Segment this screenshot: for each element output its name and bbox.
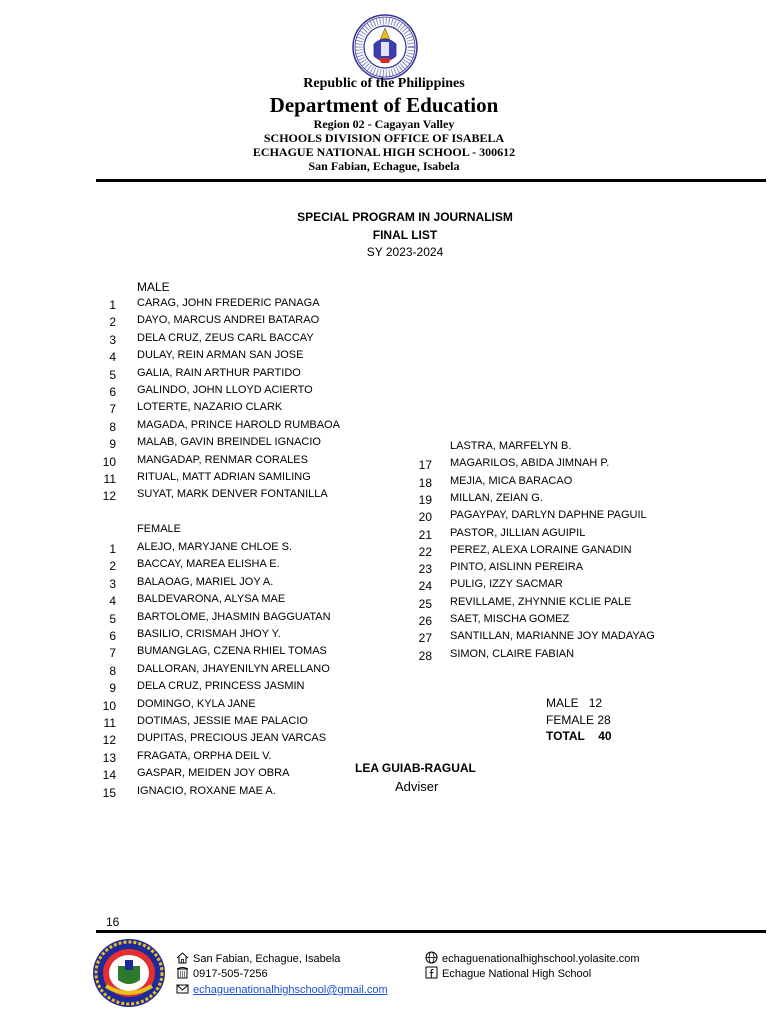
list-number: 6 (109, 629, 116, 643)
deped-seal (352, 14, 418, 80)
student-name: LASTRA, MARFELYN B. (450, 440, 572, 452)
total-male (546, 696, 602, 710)
list-number: 3 (109, 332, 116, 347)
footer-website-row (425, 951, 640, 965)
list-number: 17 (418, 458, 432, 473)
list-number: 21 (418, 527, 432, 542)
list-number: 12 (102, 733, 116, 748)
student-name: DOMINGO, KYLA JANE (137, 697, 256, 710)
student-name: ALEJO, MARYJANE CHLOE S. (137, 541, 293, 553)
list-number: 2 (109, 315, 116, 330)
list-number: 14 (102, 768, 116, 783)
total-female (546, 713, 611, 727)
list-number: 23 (418, 562, 432, 577)
student-name: BARTOLOME, JHASMIN BAGGUATAN (137, 610, 331, 623)
list-number: 2 (109, 559, 116, 574)
student-name: MAGADA, PRINCE HAROLD RUMBAOA (137, 418, 340, 431)
header-school: ECHAGUE NATIONAL HIGH SCHOOL - 300612 (252, 145, 516, 159)
footer-email-row (176, 982, 388, 996)
facebook-icon (425, 966, 438, 979)
student-name: MALAB, GAVIN BREINDEL IGNACIO (137, 436, 321, 449)
student-name: DULAY, REIN ARMAN SAN JOSE (137, 349, 304, 362)
adviser-name: LEA GUIAB-RAGUAL (355, 761, 476, 775)
student-name: DELA CRUZ, PRINCESS JASMIN (137, 680, 305, 693)
total-all (546, 729, 612, 743)
list-number: 10 (102, 454, 116, 469)
list-number: 1 (109, 298, 116, 312)
list-number: 5 (109, 611, 116, 626)
list-number: 8 (109, 663, 116, 678)
list-number: 20 (418, 510, 432, 525)
header-divider (96, 179, 766, 182)
list-number: 22 (418, 544, 432, 559)
total-all-value: 40 (598, 729, 612, 743)
header-republic: Republic of the Philippines (303, 76, 465, 91)
total-male-label: MALE (546, 696, 579, 710)
student-name: MEJIA, MICA BARACAO (450, 474, 573, 487)
list-number: 25 (418, 596, 432, 611)
student-name: BUMANGLAG, CZENA RHIEL TOMAS (137, 645, 327, 658)
list-number: 10 (102, 698, 116, 713)
list-title: FINAL LIST (372, 228, 438, 242)
student-name: DUPITAS, PRECIOUS JEAN VARCAS (137, 732, 327, 745)
student-name: DALLORAN, JHAYENILYN ARELLANO (137, 662, 330, 675)
student-name: RITUAL, MATT ADRIAN SAMILING (137, 471, 311, 483)
list-number: 26 (418, 614, 432, 628)
student-name: SIMON, CLAIRE FABIAN (450, 647, 575, 660)
footer-facebook[interactable]: Echague National High School (442, 968, 592, 980)
school-year: SY 2023-2024 (366, 245, 444, 259)
globe-icon (425, 951, 438, 964)
list-number: 1 (109, 542, 116, 556)
total-female-value: 28 (597, 713, 611, 727)
list-number: 19 (418, 492, 432, 507)
total-all-label: TOTAL (546, 729, 585, 743)
footer-address-row (176, 951, 340, 965)
student-name: LOTERTE, NAZARIO CLARK (137, 401, 283, 414)
student-name: PINTO, AISLINN PEREIRA (450, 561, 584, 574)
school-logo (92, 938, 166, 1008)
student-name: SANTILLAN, MARIANNE JOY MADAYAG (450, 630, 655, 643)
student-name: BACCAY, MAREA ELISHA E. (137, 558, 280, 571)
student-name: PEREZ, ALEXA LORAINE GANADIN (450, 543, 632, 556)
footer-address: San Fabian, Echague, Isabela (193, 953, 341, 965)
student-name: SAET, MISCHA GOMEZ (450, 613, 570, 625)
student-name: GALIA, RAIN ARTHUR PARTIDO (137, 366, 301, 379)
footer-divider (96, 930, 766, 933)
list-number: 27 (418, 631, 432, 646)
student-name: PULIG, IZZY SACMAR (450, 578, 563, 591)
list-number: 5 (109, 367, 116, 382)
list-number: 15 (102, 785, 116, 800)
total-female-label: FEMALE (546, 713, 595, 727)
student-name: BASILIO, CRISMAH JHOY Y. (137, 628, 281, 640)
list-number: 24 (418, 579, 432, 594)
email-icon (176, 982, 189, 995)
footer-facebook-row (425, 966, 591, 980)
list-number: 11 (103, 472, 116, 486)
student-name: FRAGATA, ORPHA DEIL V. (137, 749, 272, 762)
list-number: 12 (102, 489, 116, 504)
male-heading: MALE (137, 280, 170, 294)
list-number: 11 (103, 716, 116, 730)
student-name: BALAOAG, MARIEL JOY A. (137, 575, 274, 588)
footer-phone: 0917-505-7256 (193, 968, 268, 980)
list-number: 13 (102, 750, 116, 765)
list-number: 18 (418, 475, 432, 490)
list-number: 7 (109, 402, 116, 417)
list-number: 9 (109, 437, 116, 452)
footer-website[interactable]: echaguenationalhighschool.yolasite.com (442, 953, 640, 965)
student-name: CARAG, JOHN FREDERIC PANAGA (137, 297, 320, 309)
program-title: SPECIAL PROGRAM IN JOURNALISM (297, 210, 513, 224)
student-name: PASTOR, JILLIAN AGUIPIL (450, 526, 586, 539)
student-name: PAGAYPAY, DARLYN DAPHNE PAGUIL (450, 509, 647, 522)
footer-phone-row (176, 966, 268, 980)
home-icon (176, 951, 189, 964)
student-name: REVILLAME, ZHYNNIE KCLIE PALE (450, 595, 632, 608)
list-number: 7 (109, 646, 116, 661)
adviser-role: Adviser (395, 779, 439, 794)
total-male-value: 12 (588, 696, 603, 710)
footer-email-link[interactable]: echaguenationalhighschool@gmail.com (193, 984, 388, 996)
list-number: 8 (109, 419, 116, 434)
student-name: MAGARILOS, ABIDA JIMNAH P. (450, 457, 610, 470)
student-name: GASPAR, MEIDEN JOY OBRA (137, 767, 290, 780)
student-name: DAYO, MARCUS ANDREI BATARAO (137, 314, 320, 327)
student-name: GALINDO, JOHN LLOYD ACIERTO (137, 384, 313, 396)
student-name: IGNACIO, ROXANE MAE A. (137, 784, 276, 797)
list-number-16: 16 (106, 915, 120, 929)
header-region: Region 02 - Cagayan Valley (313, 117, 455, 131)
list-number: 6 (109, 385, 116, 399)
header-department: Department of Education (269, 93, 499, 117)
student-name: MANGADAP, RENMAR CORALES (137, 453, 308, 466)
student-name: DOTIMAS, JESSIE MAE PALACIO (137, 715, 308, 727)
student-name: BALDEVARONA, ALYSA MAE (137, 593, 286, 606)
female-heading: FEMALE (137, 523, 182, 535)
list-number: 28 (418, 648, 432, 663)
phone-icon (176, 966, 189, 979)
list-number: 9 (109, 681, 116, 696)
list-number: 4 (109, 594, 116, 609)
student-name: MILLAN, ZEIAN G. (450, 491, 543, 504)
list-number: 4 (109, 350, 116, 365)
list-number: 3 (109, 576, 116, 591)
header-division: SCHOOLS DIVISION OFFICE OF ISABELA (263, 131, 505, 145)
student-name: SUYAT, MARK DENVER FONTANILLA (137, 488, 328, 501)
header-address: San Fabian, Echague, Isabela (308, 159, 460, 173)
student-name: DELA CRUZ, ZEUS CARL BACCAY (137, 331, 314, 344)
